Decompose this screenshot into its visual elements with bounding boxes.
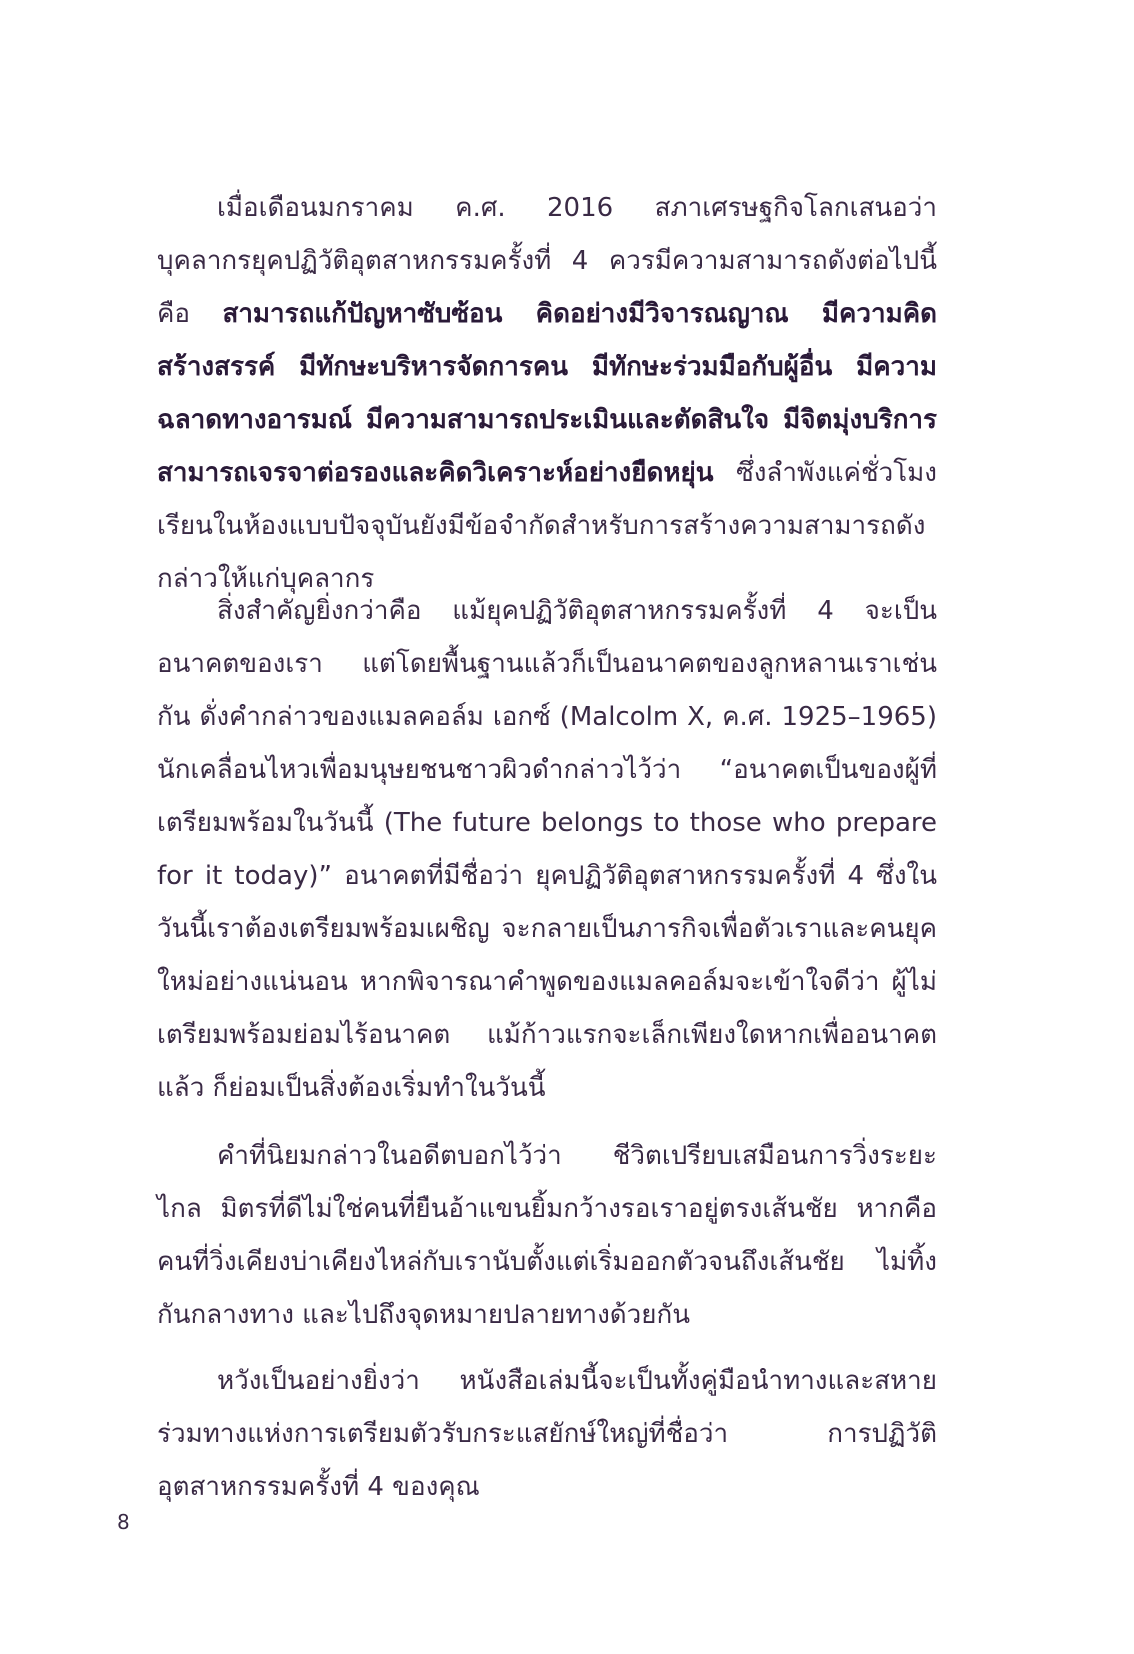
paragraph-4-text: หวังเป็นอย่างยิ่งว่า หนังสือเล่มนี้จะเป็นทั้งคู่มือนำทางและสหายร่วมทางแห่งการเตรียมตัวรับกระแสยักษ์ใหญ่ที่ชื่อว่า การปฏิวัติอุตสาหกรรมครั้งที่ 4 ของคุณ: [157, 1366, 937, 1502]
paragraph-1-bold-skills: สามารถแก้ปัญหาซับซ้อน คิดอย่างมีวิจารณญาณ มีความคิดสร้างสรรค์ มีทักษะบริหารจัดการคน มีทักษะร่วมมือกับผู้อื่น มีความฉลาดทางอารมณ์ มีความสามารถประเมินและตัดสินใจ มีจิตมุ่งบริการ สามารถเจรจาต่อรองและคิดวิเคราะห์อย่างยืดหยุ่น: [157, 299, 937, 488]
page-number: 8: [117, 1510, 130, 1534]
paragraph-3-text: คำที่นิยมกล่าวในอดีตบอกไว้ว่า ชีวิตเปรียบเสมือนการวิ่งระยะไกล มิตรที่ดีไม่ใช่คนที่ยืนอ้าแขนยิ้มกว้างรอเราอยู่ตรงเส้นชัย หากคือคนที่วิ่งเคียงบ่าเคียงไหล่กับเรานับตั้งแต่เริ่มออกตัวจนถึงเส้นชัย ไม่ทิ้งกันกลางทาง และไปถึงจุดหมายปลายทางด้วยกัน: [157, 1141, 937, 1330]
paragraph-3: [157, 1130, 937, 1342]
paragraph-1-intro: เมื่อเดือนมกราคม ค.ศ. 2016 สภาเศรษฐกิจโลกเสนอว่า บุคลากรยุคปฏิวัติอุตสาหกรรมครั้งที่ 4 ควรมีความสามารถดังต่อไปนี้คือ: [157, 193, 937, 329]
paragraph-4: [157, 1355, 937, 1514]
paragraph-2-text: สิ่งสำคัญยิ่งกว่าคือ แม้ยุคปฏิวัติอุตสาหกรรมครั้งที่ 4 จะเป็นอนาคตของเรา แต่โดยพื้นฐานแล้วก็เป็นอนาคตของลูกหลานเราเช่นกัน ดั่งคำกล่าวของแมลคอล์ม เอกซ์ (Malcolm X, ค.ศ. 1925–1965) นักเคลื่อนไหวเพื่อมนุษยชนชาวผิวดำกล่าวไว้ว่า “อนาคตเป็นของผู้ที่เตรียมพร้อมในวันนี้ (The future belongs to those who prepare for it today)” อนาคตที่มีชื่อว่า ยุคปฏิวัติอุตสาหกรรมครั้งที่ 4 ซึ่งในวันนี้เราต้องเตรียมพร้อมเผชิญ จะกลายเป็นภารกิจเพื่อตัวเราและคนยุคใหม่อย่างแน่นอน หากพิจารณาคำพูดของแมลคอล์มจะเข้าใจดีว่า ผู้ไม่เตรียมพร้อมย่อมไร้อนาคต แม้ก้าวแรกจะเล็กเพียงใดหากเพื่ออนาคตแล้ว ก็ย่อมเป็นสิ่งต้องเริ่มทำในวันนี้: [157, 596, 937, 1103]
paragraph-1-outro: ซึ่งลำพังแค่ชั่วโมงเรียนในห้องแบบปัจจุบันยังมีข้อจำกัดสำหรับการสร้างความสามารถดังกล่าวให้แก่บุคลากร: [157, 458, 937, 594]
paragraph-2: [157, 585, 937, 1115]
paragraph-1: [157, 182, 937, 606]
